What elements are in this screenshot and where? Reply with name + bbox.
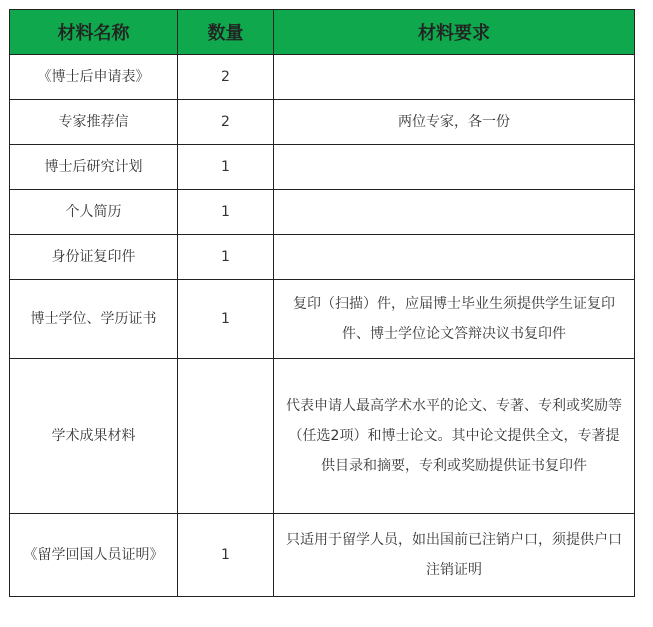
table-row [10, 55, 635, 100]
material-requirement: 两位专家，各一份 [274, 100, 635, 145]
table-row [10, 514, 635, 597]
material-quantity: 2 [178, 55, 274, 100]
material-quantity: 1 [178, 190, 274, 235]
table-header-row [10, 10, 635, 55]
header-requirements: 材料要求 [274, 10, 635, 55]
table-row [10, 235, 635, 280]
material-name: 《留学回国人员证明》 [10, 514, 178, 597]
material-requirement [274, 235, 635, 280]
material-requirement [274, 55, 635, 100]
material-requirement [274, 145, 635, 190]
table-row [10, 100, 635, 145]
material-requirement [274, 190, 635, 235]
material-requirement: 代表申请人最高学术水平的论文、专著、专利或奖励等（任选2项）和博士论文。其中论文提供全文，专著提供目录和摘要，专利或奖励提供证书复印件 [274, 359, 635, 514]
header-material-name: 材料名称 [10, 10, 178, 55]
material-name: 个人简历 [10, 190, 178, 235]
material-requirement: 只适用于留学人员，如出国前已注销户口，须提供户口注销证明 [274, 514, 635, 597]
material-quantity: 1 [178, 280, 274, 359]
table-row [10, 145, 635, 190]
material-requirement: 复印（扫描）件，应届博士毕业生须提供学生证复印件、博士学位论文答辩决议书复印件 [274, 280, 635, 359]
materials-table [9, 9, 635, 597]
header-quantity: 数量 [178, 10, 274, 55]
material-quantity [178, 359, 274, 514]
material-quantity: 1 [178, 235, 274, 280]
material-quantity: 1 [178, 514, 274, 597]
material-name: 博士学位、学历证书 [10, 280, 178, 359]
material-quantity: 1 [178, 145, 274, 190]
material-name: 身份证复印件 [10, 235, 178, 280]
table-row [10, 190, 635, 235]
material-name: 学术成果材料 [10, 359, 178, 514]
table-row [10, 359, 635, 514]
material-name: 专家推荐信 [10, 100, 178, 145]
table-row [10, 280, 635, 359]
material-name: 《博士后申请表》 [10, 55, 178, 100]
material-name: 博士后研究计划 [10, 145, 178, 190]
material-quantity: 2 [178, 100, 274, 145]
